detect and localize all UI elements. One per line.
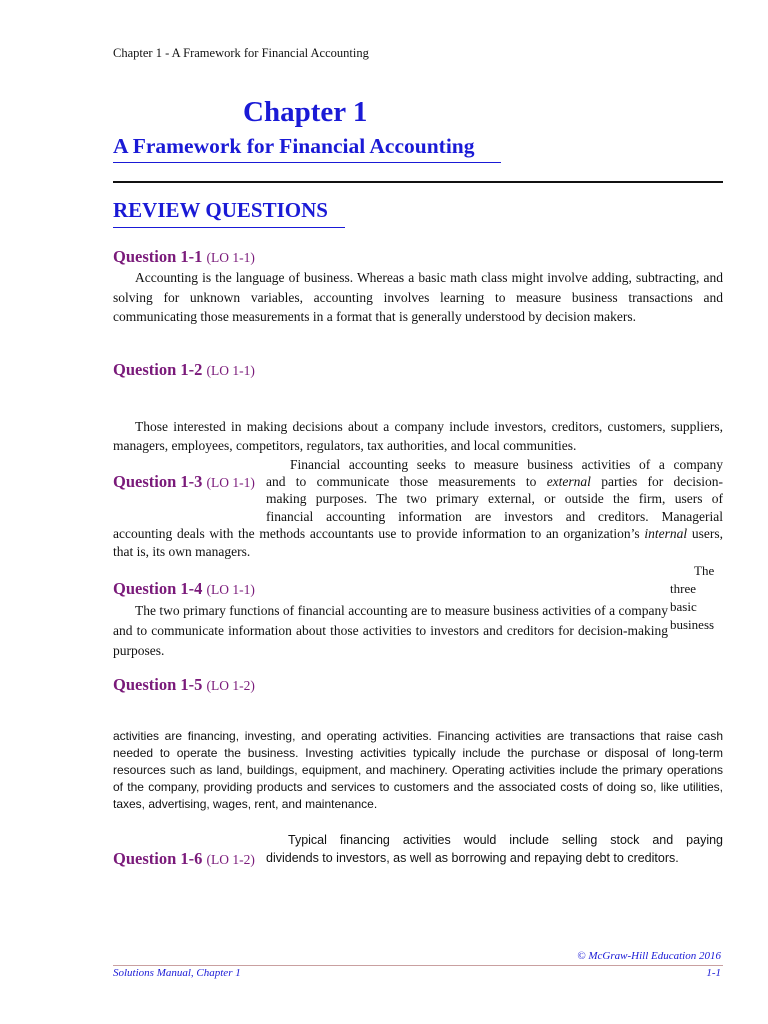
section-divider — [113, 181, 723, 183]
running-head: Chapter 1 - A Framework for Financial Accounting — [113, 46, 369, 60]
footer-rule — [113, 965, 723, 966]
learning-objective: (LO 1-2) — [206, 852, 255, 867]
answer-1-2: Those interested in making decisions about a company include investors, creditors, customers, suppliers, managers, employees, competitors, regulators, tax authorities, and local communities. — [113, 419, 723, 453]
answer-1-3-line-4: financial accounting information are investors and creditors. Managerial — [266, 509, 723, 524]
title-underline — [113, 162, 501, 163]
section-heading-underline — [113, 227, 345, 228]
footer-book-title: Solutions Manual, Chapter 1 — [113, 967, 241, 979]
footer-copyright: © McGraw-Hill Education 2016 — [577, 950, 721, 962]
answer-1-1: Accounting is the language of business. Whereas a basic math class might involve adding, subtracting, and solving for unknown variables, accounting involves learning to measure business transactions and communicating those measurements in a format that is generally understood by decision makers. — [113, 270, 723, 324]
floating-word: basic — [670, 599, 697, 614]
floating-word: The — [694, 563, 715, 578]
question-label: Question 1-2 — [113, 360, 203, 379]
answer-1-6-line-1: Typical financing activities would include selling stock and paying — [288, 833, 723, 847]
question-label: Question 1-4 — [113, 579, 203, 598]
learning-objective: (LO 1-1) — [206, 475, 255, 490]
question-1-2-heading — [113, 360, 255, 380]
learning-objective: (LO 1-1) — [206, 363, 255, 378]
section-heading: REVIEW QUESTIONS — [113, 198, 328, 222]
answer-1-3-continuation: accounting deals with the methods accountants use to provide information to an organization’s internal users, that is, its own managers. — [113, 526, 723, 559]
learning-objective: (LO 1-1) — [206, 250, 255, 265]
floating-word: three — [670, 581, 696, 596]
chapter-title: A Framework for Financial Accounting — [113, 134, 475, 158]
answer-1-4: The two primary functions of financial accounting are to measure business activities of a company and to communicate information about those activities to investors and creditors for decision-making purposes. — [113, 603, 668, 658]
learning-objective: (LO 1-1) — [206, 582, 255, 597]
question-1-6-heading — [113, 849, 255, 869]
question-label: Question 1-6 — [113, 849, 203, 868]
learning-objective: (LO 1-2) — [206, 678, 255, 693]
page-number: 1-1 — [706, 967, 721, 979]
answer-1-3-line-1: Financial accounting seeks to measure business activities of a company — [290, 457, 723, 472]
chapter-number: Chapter 1 — [243, 96, 368, 128]
question-1-5-heading — [113, 675, 255, 695]
question-label: Question 1-3 — [113, 472, 203, 491]
question-label: Question 1-5 — [113, 675, 203, 694]
question-1-4-heading — [113, 579, 255, 599]
floating-word: business — [670, 617, 715, 632]
answer-1-5: activities are financing, investing, and operating activities. Financing activities are transactions that raise cash needed to operate the business. Investing activities typically include the purchase or disposal of long-term resources such as land, buildings, equipment, and machinery. Operating activities include the primary operations of the company, providing products and services to customers and the associated costs of doing so, like utilities, taxes, advertising, wages, rent, and maintenance. — [113, 729, 723, 811]
question-1-1-heading — [113, 247, 255, 267]
question-1-3-heading — [113, 472, 255, 492]
answer-1-3-line-2: and to communicate those measurements to external parties for decision- — [266, 474, 724, 489]
question-label: Question 1-1 — [113, 247, 203, 266]
answer-1-6-line-2: dividends to investors, as well as borrowing and repaying debt to creditors. — [266, 851, 679, 865]
answer-1-3-line-3: making purposes. The two primary external, or outside the firm, users of — [266, 491, 723, 506]
